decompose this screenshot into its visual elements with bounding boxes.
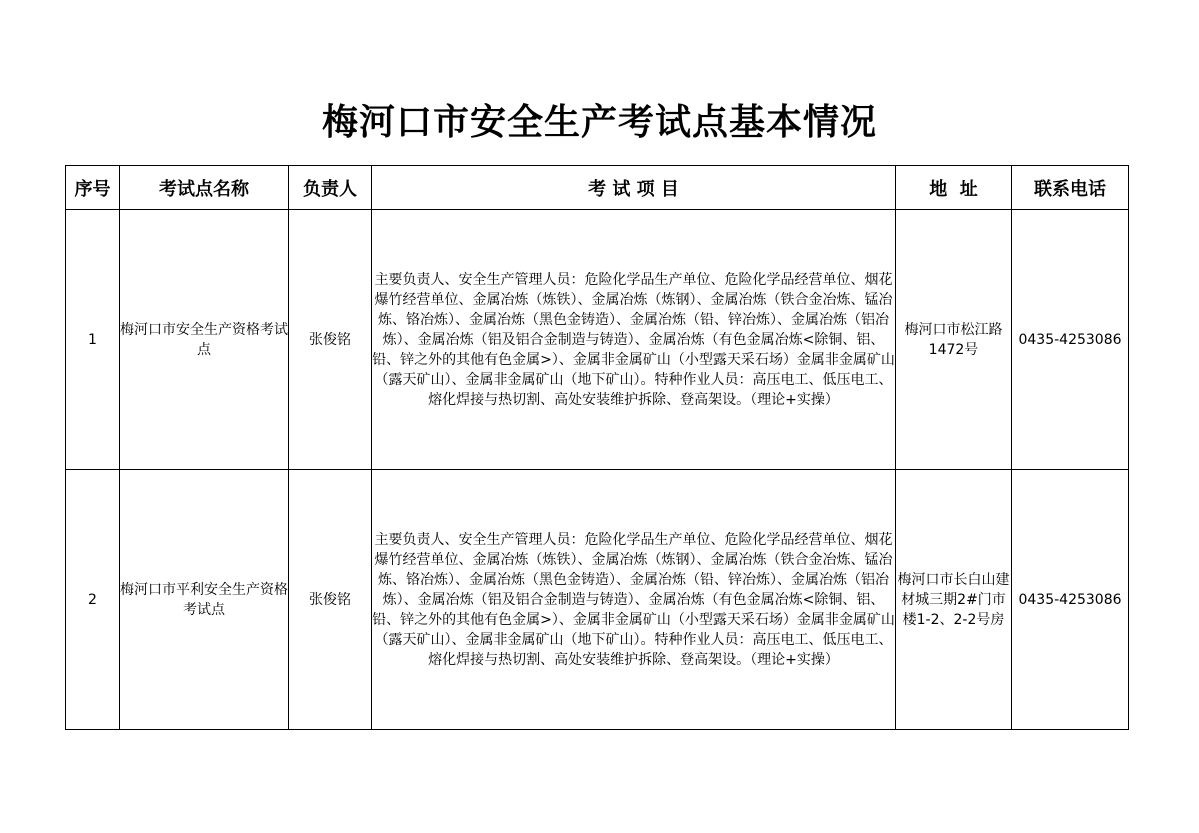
header-no: 序号 (66, 166, 120, 210)
header-site-name: 考试点名称 (120, 166, 289, 210)
row-person: 张俊铭 (289, 470, 372, 730)
header-exam-items: 考 试 项 目 (372, 166, 896, 210)
table-row (66, 210, 1129, 470)
header-person: 负责人 (289, 166, 372, 210)
page-title: 梅河口市安全生产考试点基本情况 (321, 101, 877, 143)
row-person: 张俊铭 (289, 210, 372, 470)
header-phone: 联系电话 (1012, 166, 1129, 210)
header-address: 地 址 (896, 166, 1012, 210)
row-address: 梅河口市长白山建材城三期2#门市楼1-2、2-2号房 (896, 470, 1012, 730)
exam-sites-table (65, 165, 1129, 730)
row-phone: 0435-4253086 (1012, 210, 1129, 470)
row-exam-items: 主要负责人、安全生产管理人员：危险化学品生产单位、危险化学品经营单位、烟花爆竹经营单位、金属冶炼（炼铁）、金属冶炼（炼钢）、金属冶炼（铁合金冶炼、锰冶炼、铬冶炼）、金属冶炼（黑色金铸造）、金属冶炼（铅、锌冶炼）、金属冶炼（铝冶炼）、金属冶炼（铝及铝合金制造与铸造）、金属冶炼（有色金属冶炼<除铜、铝、铅、锌之外的其他有色金属>）、金属非金属矿山（小型露天采石场）金属非金属矿山（露天矿山）、金属非金属矿山（地下矿山）。特种作业人员：高压电工、低压电工、熔化焊接与热切割、高处安装维护拆除、登高架设。（理论+实操） (372, 470, 896, 730)
row-no: 1 (66, 210, 120, 470)
row-exam-items: 主要负责人、安全生产管理人员：危险化学品生产单位、危险化学品经营单位、烟花爆竹经营单位、金属冶炼（炼铁）、金属冶炼（炼钢）、金属冶炼（铁合金冶炼、锰冶炼、铬冶炼）、金属冶炼（黑色金铸造）、金属冶炼（铅、锌冶炼）、金属冶炼（铝冶炼）、金属冶炼（铝及铝合金制造与铸造）、金属冶炼（有色金属冶炼<除铜、铝、铅、锌之外的其他有色金属>）、金属非金属矿山（小型露天采石场）金属非金属矿山（露天矿山）、金属非金属矿山（地下矿山）。特种作业人员：高压电工、低压电工、熔化焊接与热切割、高处安装维护拆除、登高架设。（理论+实操） (372, 210, 896, 470)
row-site-name: 梅河口市平利安全生产资格考试点 (120, 470, 289, 730)
table-header-row (66, 166, 1129, 210)
row-address: 梅河口市松江路1472号 (896, 210, 1012, 470)
row-phone: 0435-4253086 (1012, 470, 1129, 730)
row-site-name: 梅河口市安全生产资格考试点 (120, 210, 289, 470)
row-no: 2 (66, 470, 120, 730)
table-row (66, 470, 1129, 730)
